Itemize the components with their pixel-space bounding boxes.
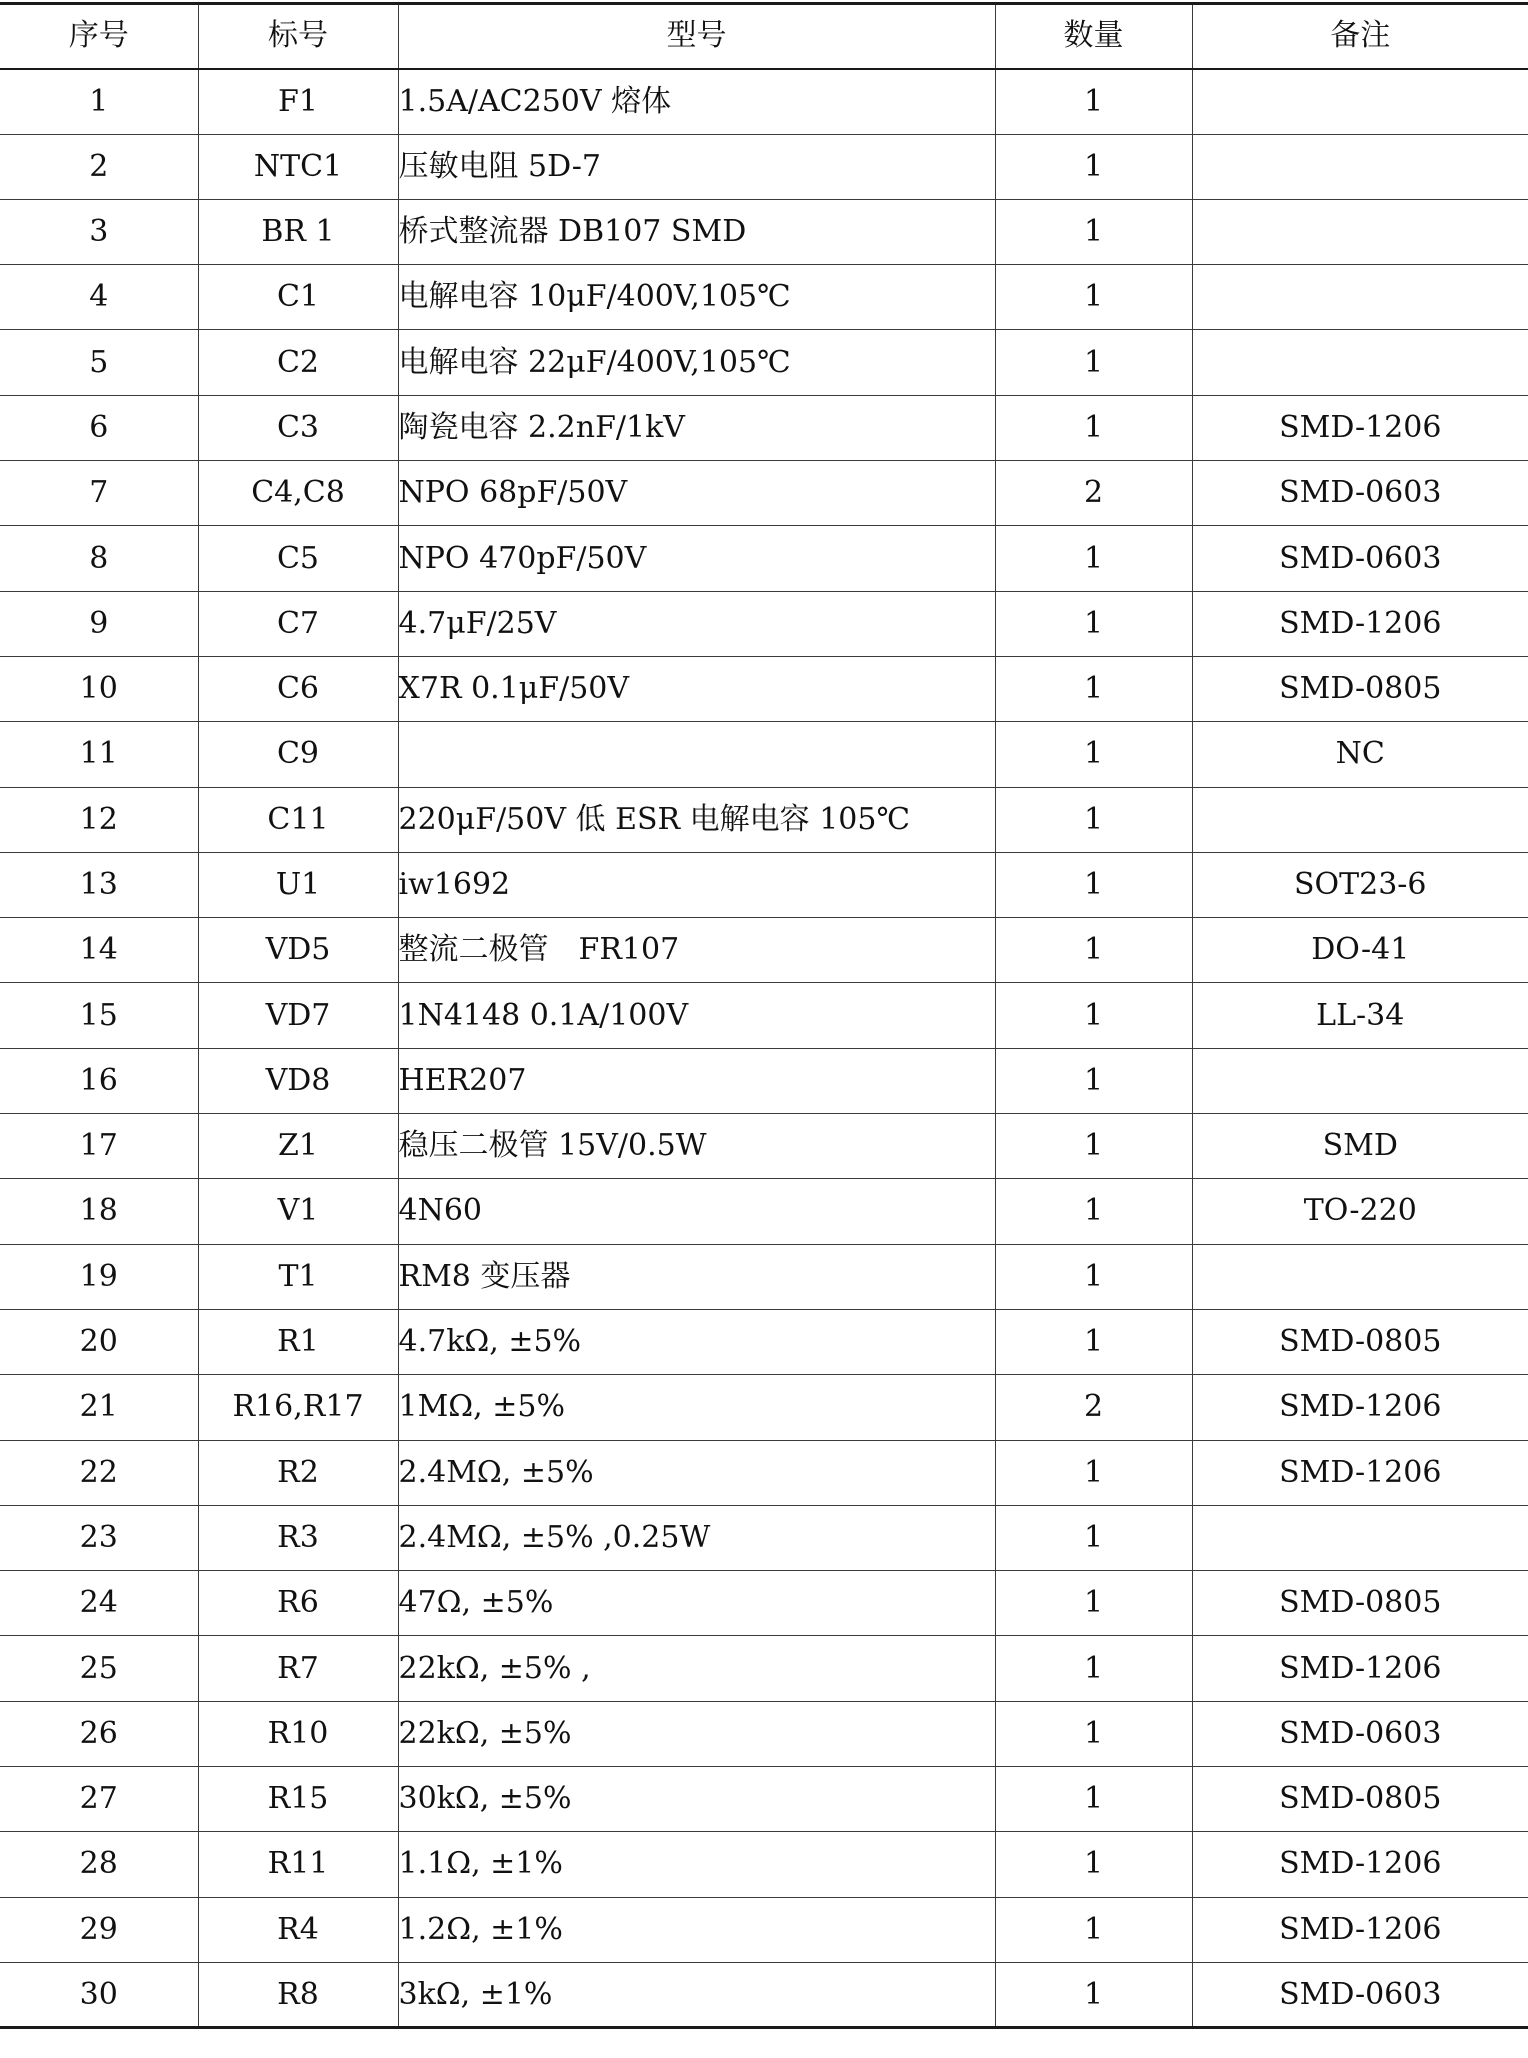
cell-model: 1.1Ω, ±1% xyxy=(398,1832,995,1897)
cell-qty: 1 xyxy=(995,134,1192,199)
table-row xyxy=(0,1179,1528,1244)
cell-ref: R7 xyxy=(198,1636,398,1701)
cell-qty: 1 xyxy=(995,1179,1192,1244)
cell-qty: 1 xyxy=(995,1767,1192,1832)
cell-qty: 1 xyxy=(995,1309,1192,1374)
table-row xyxy=(0,983,1528,1048)
cell-ref: VD7 xyxy=(198,983,398,1048)
cell-no: 21 xyxy=(0,1375,198,1440)
table-row xyxy=(0,1767,1528,1832)
cell-model: 4.7kΩ, ±5% xyxy=(398,1309,995,1374)
cell-qty: 1 xyxy=(995,69,1192,134)
cell-qty: 1 xyxy=(995,265,1192,330)
cell-qty: 1 xyxy=(995,330,1192,395)
table-row xyxy=(0,1832,1528,1897)
cell-model: 220μF/50V 低 ESR 电解电容 105℃ xyxy=(398,787,995,852)
cell-no: 23 xyxy=(0,1505,198,1570)
table-row xyxy=(0,1701,1528,1766)
cell-ref: C6 xyxy=(198,656,398,721)
cell-note: SMD-0805 xyxy=(1192,656,1528,721)
cell-no: 25 xyxy=(0,1636,198,1701)
cell-no: 6 xyxy=(0,395,198,460)
cell-no: 20 xyxy=(0,1309,198,1374)
table-row xyxy=(0,1309,1528,1374)
cell-no: 28 xyxy=(0,1832,198,1897)
cell-model: 22kΩ, ±5% , xyxy=(398,1636,995,1701)
table-row xyxy=(0,330,1528,395)
cell-qty: 1 xyxy=(995,199,1192,264)
cell-model: 4.7μF/25V xyxy=(398,591,995,656)
cell-ref: C5 xyxy=(198,526,398,591)
cell-ref: R15 xyxy=(198,1767,398,1832)
cell-no: 17 xyxy=(0,1114,198,1179)
cell-no: 1 xyxy=(0,69,198,134)
table-row xyxy=(0,1375,1528,1440)
cell-ref: C2 xyxy=(198,330,398,395)
header-row xyxy=(0,4,1528,69)
table-row xyxy=(0,395,1528,460)
table-row xyxy=(0,199,1528,264)
table-row xyxy=(0,918,1528,983)
cell-no: 10 xyxy=(0,656,198,721)
cell-model: NPO 470pF/50V xyxy=(398,526,995,591)
cell-no: 19 xyxy=(0,1244,198,1309)
cell-model: 1.5A/AC250V 熔体 xyxy=(398,69,995,134)
cell-model: 4N60 xyxy=(398,1179,995,1244)
cell-no: 9 xyxy=(0,591,198,656)
cell-no: 7 xyxy=(0,461,198,526)
cell-qty: 1 xyxy=(995,1701,1192,1766)
cell-qty: 1 xyxy=(995,1897,1192,1962)
table-row xyxy=(0,1897,1528,1962)
cell-note: SMD-1206 xyxy=(1192,1440,1528,1505)
cell-qty: 1 xyxy=(995,722,1192,787)
cell-note xyxy=(1192,330,1528,395)
cell-ref: R3 xyxy=(198,1505,398,1570)
cell-no: 4 xyxy=(0,265,198,330)
cell-note xyxy=(1192,134,1528,199)
cell-note: SMD-1206 xyxy=(1192,1636,1528,1701)
cell-no: 26 xyxy=(0,1701,198,1766)
cell-ref: R16,R17 xyxy=(198,1375,398,1440)
cell-ref: V1 xyxy=(198,1179,398,1244)
cell-qty: 1 xyxy=(995,1244,1192,1309)
cell-ref: C7 xyxy=(198,591,398,656)
cell-note: SMD-1206 xyxy=(1192,591,1528,656)
cell-model: iw1692 xyxy=(398,852,995,917)
table-row xyxy=(0,852,1528,917)
cell-model xyxy=(398,722,995,787)
table-header xyxy=(0,4,1528,69)
header-qty: 数量 xyxy=(995,4,1192,69)
cell-model: NPO 68pF/50V xyxy=(398,461,995,526)
table-row xyxy=(0,1571,1528,1636)
cell-note: LL-34 xyxy=(1192,983,1528,1048)
cell-note: SMD-0603 xyxy=(1192,1962,1528,2027)
cell-ref: R4 xyxy=(198,1897,398,1962)
cell-model: 1.2Ω, ±1% xyxy=(398,1897,995,1962)
table-body xyxy=(0,69,1528,2028)
cell-ref: VD5 xyxy=(198,918,398,983)
cell-ref: Z1 xyxy=(198,1114,398,1179)
cell-model: X7R 0.1μF/50V xyxy=(398,656,995,721)
cell-qty: 1 xyxy=(995,1048,1192,1113)
cell-no: 27 xyxy=(0,1767,198,1832)
cell-note: SMD-0805 xyxy=(1192,1767,1528,1832)
cell-note: SMD-0603 xyxy=(1192,461,1528,526)
cell-no: 5 xyxy=(0,330,198,395)
cell-model: 47Ω, ±5% xyxy=(398,1571,995,1636)
table-row xyxy=(0,1636,1528,1701)
header-model: 型号 xyxy=(398,4,995,69)
cell-model: HER207 xyxy=(398,1048,995,1113)
cell-model: 22kΩ, ±5% xyxy=(398,1701,995,1766)
cell-model: 陶瓷电容 2.2nF/1kV xyxy=(398,395,995,460)
cell-ref: F1 xyxy=(198,69,398,134)
table-row xyxy=(0,787,1528,852)
cell-note xyxy=(1192,1505,1528,1570)
table-row xyxy=(0,591,1528,656)
cell-model: 2.4MΩ, ±5% ,0.25W xyxy=(398,1505,995,1570)
cell-model: 30kΩ, ±5% xyxy=(398,1767,995,1832)
cell-qty: 2 xyxy=(995,461,1192,526)
cell-note: SMD-0805 xyxy=(1192,1309,1528,1374)
cell-ref: R10 xyxy=(198,1701,398,1766)
cell-note: TO-220 xyxy=(1192,1179,1528,1244)
cell-note: SMD-0603 xyxy=(1192,1701,1528,1766)
cell-model: 桥式整流器 DB107 SMD xyxy=(398,199,995,264)
table-row xyxy=(0,1440,1528,1505)
cell-no: 8 xyxy=(0,526,198,591)
cell-ref: NTC1 xyxy=(198,134,398,199)
cell-qty: 1 xyxy=(995,918,1192,983)
cell-model: 1N4148 0.1A/100V xyxy=(398,983,995,1048)
table-row xyxy=(0,656,1528,721)
cell-ref: VD8 xyxy=(198,1048,398,1113)
cell-note: SMD-1206 xyxy=(1192,395,1528,460)
cell-ref: C9 xyxy=(198,722,398,787)
header-note: 备注 xyxy=(1192,4,1528,69)
cell-no: 16 xyxy=(0,1048,198,1113)
cell-ref: BR 1 xyxy=(198,199,398,264)
cell-qty: 1 xyxy=(995,1114,1192,1179)
cell-no: 24 xyxy=(0,1571,198,1636)
cell-note: SMD-1206 xyxy=(1192,1375,1528,1440)
cell-note: SMD xyxy=(1192,1114,1528,1179)
cell-ref: U1 xyxy=(198,852,398,917)
cell-model: 稳压二极管 15V/0.5W xyxy=(398,1114,995,1179)
cell-qty: 1 xyxy=(995,1832,1192,1897)
cell-ref: T1 xyxy=(198,1244,398,1309)
cell-qty: 1 xyxy=(995,1440,1192,1505)
table-row xyxy=(0,1048,1528,1113)
cell-no: 29 xyxy=(0,1897,198,1962)
table-row xyxy=(0,69,1528,134)
header-no: 序号 xyxy=(0,4,198,69)
table-row xyxy=(0,134,1528,199)
header-ref: 标号 xyxy=(198,4,398,69)
table-row xyxy=(0,526,1528,591)
cell-ref: R6 xyxy=(198,1571,398,1636)
cell-no: 3 xyxy=(0,199,198,264)
table-row xyxy=(0,265,1528,330)
cell-qty: 1 xyxy=(995,591,1192,656)
cell-no: 22 xyxy=(0,1440,198,1505)
cell-qty: 1 xyxy=(995,395,1192,460)
cell-note: DO-41 xyxy=(1192,918,1528,983)
table-row xyxy=(0,1114,1528,1179)
cell-no: 30 xyxy=(0,1962,198,2027)
cell-ref: R11 xyxy=(198,1832,398,1897)
cell-note xyxy=(1192,199,1528,264)
cell-note xyxy=(1192,69,1528,134)
cell-ref: C3 xyxy=(198,395,398,460)
cell-qty: 1 xyxy=(995,1571,1192,1636)
cell-note xyxy=(1192,1244,1528,1309)
cell-qty: 1 xyxy=(995,1636,1192,1701)
cell-qty: 1 xyxy=(995,983,1192,1048)
cell-qty: 1 xyxy=(995,1505,1192,1570)
cell-note: SMD-0805 xyxy=(1192,1571,1528,1636)
cell-note: SMD-0603 xyxy=(1192,526,1528,591)
cell-note: SOT23-6 xyxy=(1192,852,1528,917)
cell-no: 15 xyxy=(0,983,198,1048)
cell-qty: 1 xyxy=(995,526,1192,591)
cell-ref: R1 xyxy=(198,1309,398,1374)
cell-note xyxy=(1192,787,1528,852)
cell-model: 电解电容 10μF/400V,105℃ xyxy=(398,265,995,330)
cell-model: 压敏电阻 5D-7 xyxy=(398,134,995,199)
table-row xyxy=(0,1962,1528,2027)
cell-no: 18 xyxy=(0,1179,198,1244)
cell-ref: C1 xyxy=(198,265,398,330)
cell-qty: 1 xyxy=(995,1962,1192,2027)
cell-no: 11 xyxy=(0,722,198,787)
table-row xyxy=(0,722,1528,787)
table-row xyxy=(0,461,1528,526)
table-row xyxy=(0,1505,1528,1570)
cell-ref: C11 xyxy=(198,787,398,852)
cell-no: 14 xyxy=(0,918,198,983)
cell-model: RM8 变压器 xyxy=(398,1244,995,1309)
cell-ref: R2 xyxy=(198,1440,398,1505)
cell-no: 13 xyxy=(0,852,198,917)
cell-note: NC xyxy=(1192,722,1528,787)
table-row xyxy=(0,1244,1528,1309)
cell-qty: 1 xyxy=(995,852,1192,917)
cell-qty: 1 xyxy=(995,787,1192,852)
cell-qty: 1 xyxy=(995,656,1192,721)
cell-no: 2 xyxy=(0,134,198,199)
cell-model: 电解电容 22μF/400V,105℃ xyxy=(398,330,995,395)
cell-model: 整流二极管 FR107 xyxy=(398,918,995,983)
cell-note: SMD-1206 xyxy=(1192,1832,1528,1897)
cell-note: SMD-1206 xyxy=(1192,1897,1528,1962)
cell-model: 3kΩ, ±1% xyxy=(398,1962,995,2027)
cell-note xyxy=(1192,265,1528,330)
cell-model: 2.4MΩ, ±5% xyxy=(398,1440,995,1505)
bom-table xyxy=(0,2,1528,2029)
cell-ref: C4,C8 xyxy=(198,461,398,526)
cell-ref: R8 xyxy=(198,1962,398,2027)
cell-no: 12 xyxy=(0,787,198,852)
cell-note xyxy=(1192,1048,1528,1113)
cell-qty: 2 xyxy=(995,1375,1192,1440)
cell-model: 1MΩ, ±5% xyxy=(398,1375,995,1440)
